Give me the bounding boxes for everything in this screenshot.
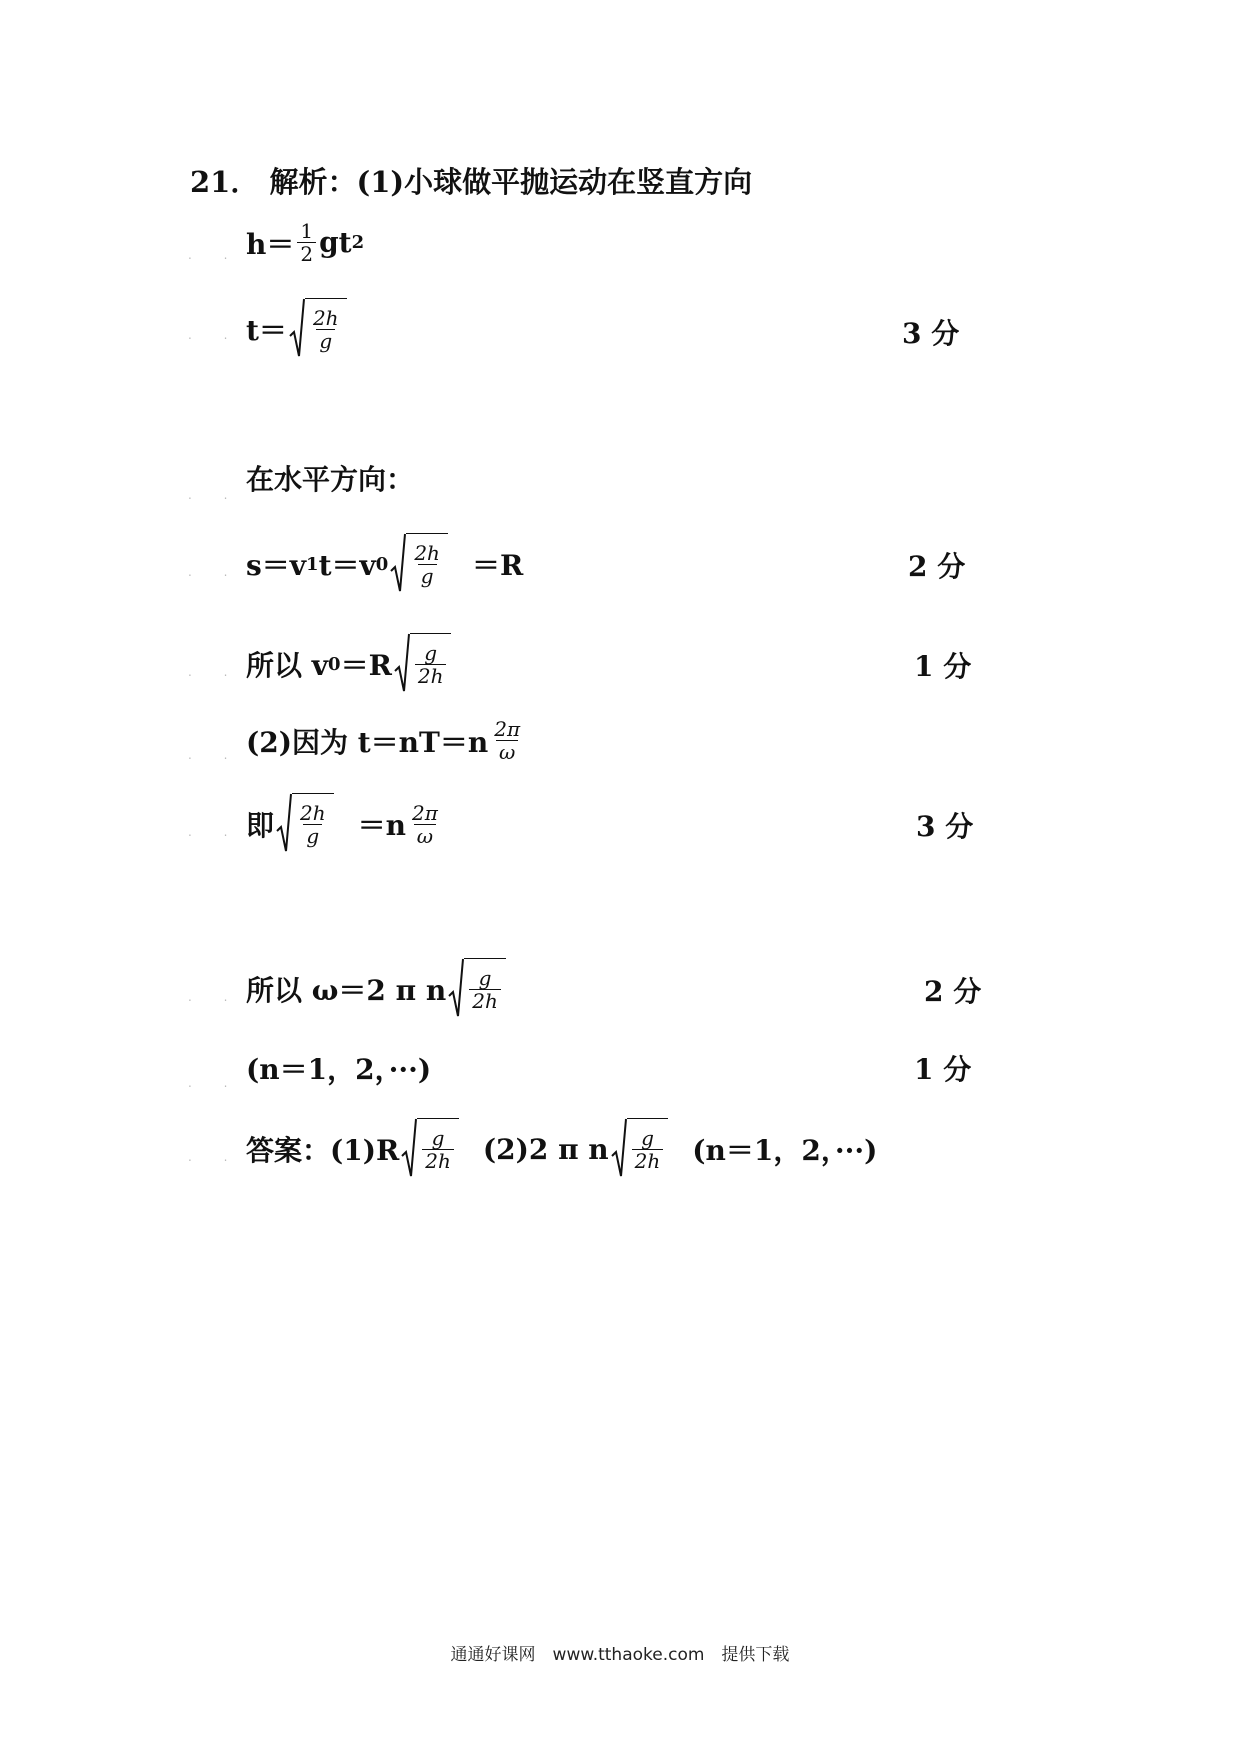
equation-s: s＝v 1 t＝v 0 $\frac{2h}{g}$ ＝R (246, 533, 523, 595)
equation-line-8 (0, 950, 1240, 1030)
horizontal-direction-label: 在水平方向： (246, 463, 415, 496)
score-3: 3 分 (902, 317, 960, 350)
margin-dots: . . (188, 748, 242, 762)
equation-period: (2)因为 t＝nT＝n $\frac{2\pi}{\omega}$ (246, 718, 526, 763)
equation-h: h＝ $\frac{1}{2}$ gt 2 (246, 219, 365, 266)
equation-line-1 (0, 210, 1240, 290)
margin-dots: . . (188, 825, 242, 839)
equation-omega: 所以 ω＝2 π n $\frac{g}{2h}$ (246, 958, 508, 1020)
answer-line (0, 1110, 1240, 1190)
sqrt-2h-over-g: $\frac{2h}{g}$ (276, 793, 334, 855)
margin-dots: . . (188, 565, 242, 579)
equation-t: t＝ $\frac{2h}{g}$ (246, 298, 349, 360)
sqrt-g-over-2h: $\frac{g}{2h}$ (448, 958, 506, 1020)
problem-heading (190, 160, 752, 201)
margin-dots: . . (188, 990, 242, 1004)
text-line-3 (0, 450, 1240, 530)
fraction-one-half: $\frac{1}{2}$ (297, 220, 316, 265)
score-1: 1 分 (914, 1053, 972, 1086)
equation-line-4 (0, 525, 1240, 605)
n-range: (n＝1，2，···) (246, 1053, 432, 1086)
sqrt-g-over-2h: $\frac{g}{2h}$ (401, 1118, 459, 1180)
margin-dots: . . (188, 665, 242, 679)
footer-text: 通通好课网 www.tthaoke.com 提供下载 (450, 1645, 790, 1665)
equation-v0: 所以 v 0 ＝R $\frac{g}{2h}$ (246, 633, 453, 695)
sqrt-g-over-2h: $\frac{g}{2h}$ (394, 633, 452, 695)
score-2: 2 分 (924, 975, 982, 1008)
margin-dots: . . (188, 488, 242, 502)
sqrt-2h-over-g: $\frac{2h}{g}$ (289, 298, 347, 360)
score-1: 1 分 (914, 650, 972, 683)
score-3: 3 分 (916, 810, 974, 843)
fraction-2pi-over-omega: $\frac{2\pi}{\omega}$ (411, 800, 438, 848)
sqrt-g-over-2h: $\frac{g}{2h}$ (611, 1118, 669, 1180)
answer: 答案：(1)R $\frac{g}{2h}$ (2)2 π n $\frac{g}{2h}$ (n＝1，2，···) (246, 1118, 877, 1180)
fraction-2pi-over-omega: $\frac{2\pi}{\omega}$ (494, 717, 521, 764)
problem-number: 21． (190, 165, 260, 199)
equation-line-6 (0, 710, 1240, 790)
equation-equate: 即 $\frac{2h}{g}$ ＝n $\frac{2\pi}{\omega}$ (246, 793, 444, 855)
margin-dots: . . (188, 248, 242, 262)
problem-title: 解析：(1)小球做平抛运动在竖直方向 (269, 165, 753, 199)
equation-line-5 (0, 625, 1240, 705)
equation-line-2 (0, 290, 1240, 370)
score-2: 2 分 (908, 550, 966, 583)
margin-dots: . . (188, 1076, 242, 1090)
equation-line-7 (0, 785, 1240, 865)
equation-line-9 (0, 1040, 1240, 1120)
margin-dots: . . (188, 1150, 242, 1164)
margin-dots: . . (188, 328, 242, 342)
sqrt-2h-over-g: $\frac{2h}{g}$ (390, 533, 448, 595)
